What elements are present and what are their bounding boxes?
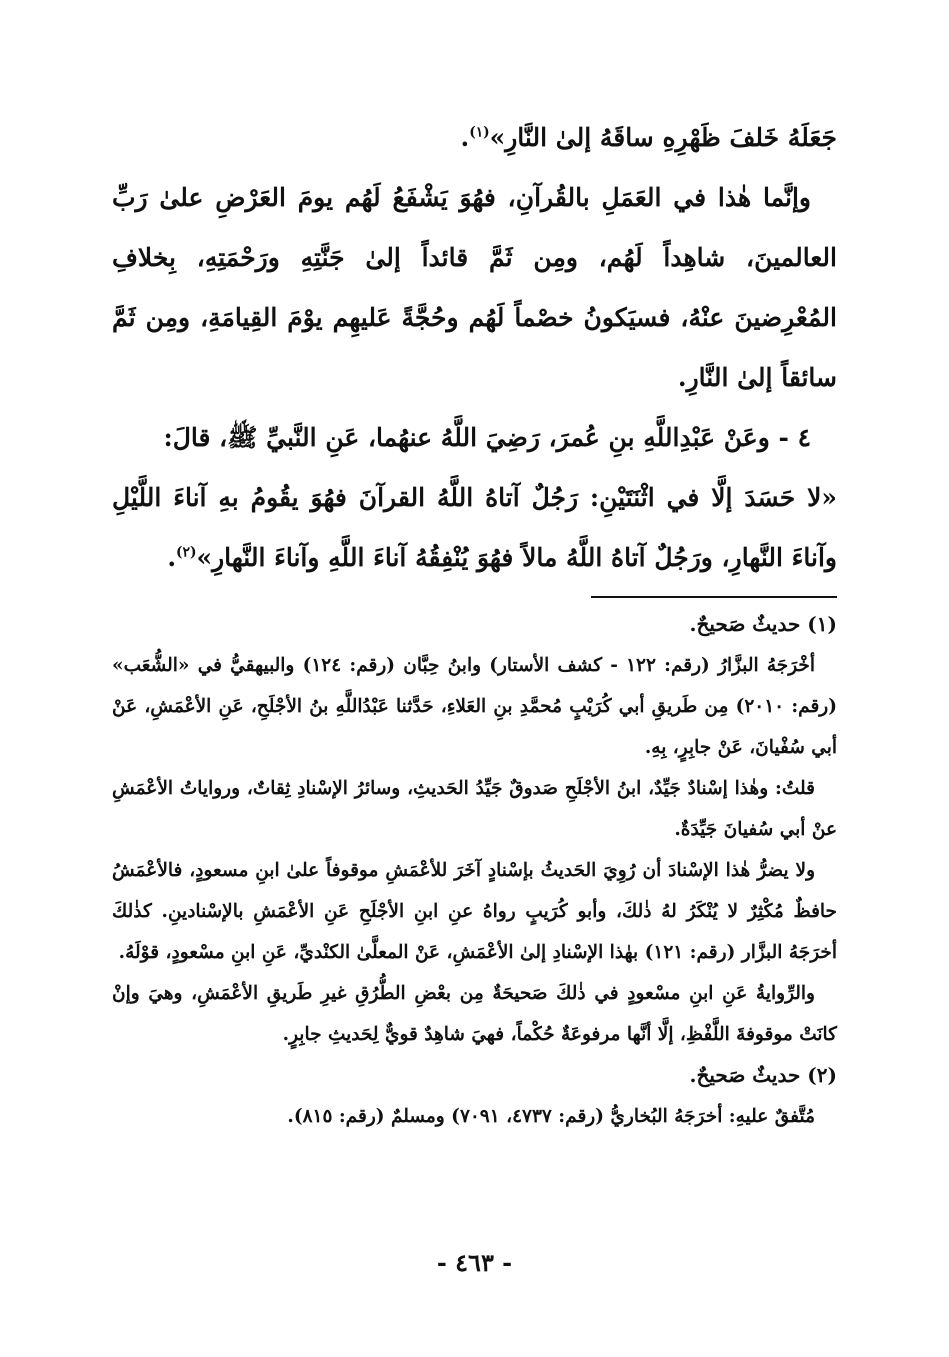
footnote-ref-1: (١) bbox=[469, 124, 490, 141]
paragraph-1-end: . bbox=[460, 123, 470, 152]
footnotes bbox=[112, 604, 837, 1137]
paragraph-1-text: جَعَلَهُ خَلفَ ظَهْرِهِ ساقَهُ إلىٰ النَّارِ» bbox=[489, 123, 837, 152]
hadith-4-text bbox=[112, 468, 837, 588]
hadith-4-body: «لا حَسَدَ إلَّا في اثْنَتَيْنِ: رَجُلٌ آتاهُ اللَّهُ القرآنَ فهُوَ يقُومُ بهِ آناءَ اللَّيْلِ وآناءَ النَّهارِ، ورَجُلٌ آتاهُ اللَّهُ مالاً فهُوَ يُنْفِقُهُ آناءَ اللَّهِ وآناءَ النَّهارِ» bbox=[112, 483, 837, 572]
footnote-2-source: مُتَّفقٌ عليهِ: أخرَجَهُ البُخاريُّ (رقم: ٤٧٣٧، ٧٠٩١) ومسلمٌ (رقم: ٨١٥). bbox=[287, 1106, 815, 1127]
footnote-1-source: أخْرَجَهُ البزَّارُ (رقم: ١٢٢ - كشف الأستار) وابنُ حِبَّان (رقم: ١٢٤) والبيهقيُّ في «الشُّعَب» (رقم: ٢٠١٠) مِن طَريقِ أبي كُرَيْبٍ مُحمَّدِ بنِ العَلاءِ، حَدَّثنا عَبْدُاللَّهِ بنُ الأجْلَحِ، عَنِ الأعْمَشِ، عَنْ أبي سُفْيانَ، عَنْ جابِرٍ، بِهِ. bbox=[112, 655, 837, 758]
footnote-1-heading: (١) حديثٌ صَحيحٌ. bbox=[689, 612, 837, 636]
main-text bbox=[112, 108, 837, 588]
footnote-1-conclusion: والرِّوايةُ عَنِ ابنِ مسْعودٍ في ذٰلكَ صَحيحَةٌ مِن بعْضِ الطُّرُقِ غيرِ طَريقِ الأعْمَشِ، وهيَ وإنْ كانَتْ موقوفةَ اللَّفْظِ، إلَّا أنَّها مرفوعَةٌ حُكْماً، فهيَ شاهِدٌ قويٌّ لِحَديثِ جابِرٍ. bbox=[112, 983, 837, 1045]
hadith-4-end: . bbox=[167, 543, 177, 572]
page-number: - ٤٦٣ - bbox=[436, 1248, 513, 1277]
paragraph-2: وإنَّما هٰذا في العَمَلِ بالقُرآنِ، فهُوَ يَشْفَعُ لَهُم يومَ العَرْضِ علىٰ رَبِّ العالمينَ، شاهِداً لَهُم، ومِن ثَمَّ قائداً إلىٰ جَنَّتِهِ ورَحْمَتِهِ، بِخلافِ المُعْرِضينَ عنْهُ، فسيَكونُ خصْماً لَهُم وحُجَّةً عَليهِم يوْمَ القِيامَةِ، ومِن ثَمَّ سائقاً إلىٰ النَّارِ. bbox=[112, 183, 837, 392]
footnote-divider bbox=[591, 596, 837, 598]
hadith-4-intro: ٤ - وعَنْ عَبْدِاللَّهِ بنِ عُمرَ، رَضِيَ اللَّهُ عنهُما، عَنِ النَّبيِّ ﷺ، قالَ: bbox=[163, 423, 811, 452]
paragraph-1 bbox=[112, 108, 837, 168]
footnote-2-heading: (٢) حديثٌ صَحيحٌ. bbox=[689, 1063, 837, 1087]
footnote-1-assessment: قلتُ: وهٰذا إسْنادٌ جَيِّدٌ، ابنُ الأجْلَحِ صَدوقٌ جَيِّدُ الحَديثِ، وسائرُ الإسْنادِ ثِقاتٌ، ورواياتُ الأعْمَشِ عنْ أبي سُفيانَ جَيِّدَةٌ. bbox=[112, 778, 837, 840]
footnote-1-discussion: ولا يضرُّ هٰذا الإسْنادَ أن رُوِيَ الحَديثُ بإسْنادٍ آخَرَ للأعْمَشِ موقوفاً علىٰ ابنِ مسعودٍ، فالأعْمَشُ حافظٌ مُكْثِرٌ لا يُنْكَرُ لهُ ذٰلكَ، وأبو كُرَيبٍ رواهُ عنِ ابنِ الأجْلَحِ عَنِ الأعْمَشِ بالإسْنادينِ. كذٰلكَ أخرَجَهُ البزَّار (رقم: ١٢١) بهٰذا الإسْنادِ إلىٰ الأعْمَشِ، عَنْ المعلَّىٰ الكنْديِّ، عَنِ ابنِ مسْعودٍ، قوْلَهُ. bbox=[112, 860, 837, 963]
footnote-ref-2: (٢) bbox=[176, 544, 197, 561]
